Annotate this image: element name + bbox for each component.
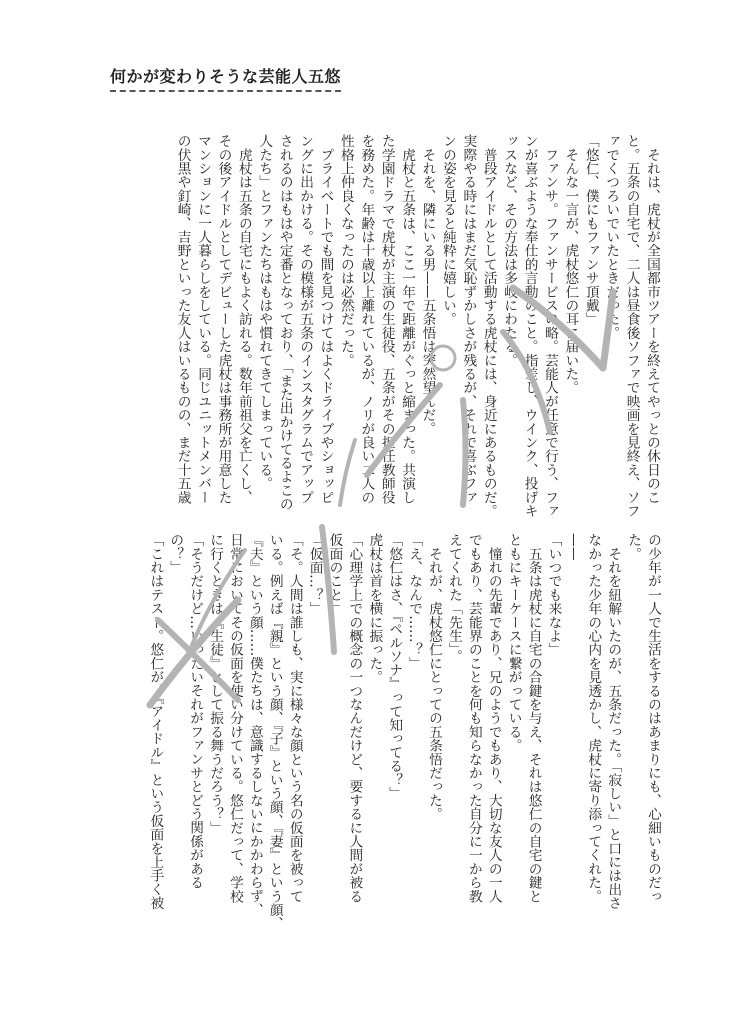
text-line: 日常においてその仮面を使い分けている。悠仁だって、学校 [226,533,243,903]
text-line: ファンサ。ファンサービスの略。芸能人が任意で行う、ファ [541,134,558,518]
text-line: と。五条の自宅で、二人は昼食後ソファで映画を見終え、ソフ [623,134,640,518]
text-line: マンションに一人暮らしをしている。同じユニットメンバー [195,134,212,504]
text-line: た。 [625,533,642,561]
text-line: を務めた。年齢は十歳以上離れているが、ノリが良い二人の [358,134,375,504]
text-line: えてくれた「先生」。 [445,533,462,664]
text-block-bottom [122,533,662,931]
text-line: に行くときは『生徒』として振る舞うだろう？」 [207,533,224,835]
text-line: ァでくつろいでいたときだった。 [603,134,620,340]
text-line: ングに出かける。その模様が五条のインスタグラムでアップ [297,134,314,504]
text-line: 性格上仲良くなったのは必然だった。 [337,134,354,367]
text-line: プライベートでも間を見つけてはよくドライブやショッピ [317,134,334,504]
text-line: ンの姿を見ると純粋に嬉しい。 [439,134,456,326]
text-line: それを紐解いたのが、五条だった。「寂しい」と口には出さ [605,533,622,910]
text-line: いる。例えば『親』という顔、『子』という顔、『妻』という顔、 [266,533,283,931]
text-line: 仮面のこと」 [326,533,343,616]
text-line: 普段アイドルとして活動する虎杖には、身近にあるものだ。 [480,134,497,518]
text-line: 五条は虎杖に自宅の合鍵を与え、それは悠仁の自宅の鍵と [525,533,542,903]
text-line: 「そ。人間は誰しも、実に様々な顔という名の仮面を被って [286,533,303,903]
text-line: されるのはもはや定番となっており、「また出かけてるよこの [276,134,293,511]
text-line: ッスなど、その方法は多岐にわたる。 [501,134,518,367]
page-title: 何かが変わりそうな芸能人五悠 [110,64,341,92]
text-line: 「そうだけど…いったいそれがファンサとどう関係がある [187,533,204,890]
text-line: 「心理学上での概念の一つなんだけど、要するに人間が被る [346,533,363,903]
text-line: それが、虎杖悠仁にとっての五条悟だった。 [426,533,443,821]
text-line: 憧れの先輩であり、兄のようでもあり、大切な友人の一人 [485,533,502,903]
text-line: 「いつでも来なよ」 [545,533,562,657]
text-line: そんな一言が、虎杖悠仁の耳に届いた。 [562,134,579,395]
text-line: 虎杖と五条は、ここ一年で距離がぐっと縮まった。共演し [399,134,416,504]
text-line: の？」 [167,533,184,575]
text-line: 「え、なんで……？」 [406,533,423,670]
text-line: 人たち」とファンたちはもはや慣れてきてしまっている。 [256,134,273,491]
text-line: それは、虎杖が全国都市ツアーを終えてやっとの休日のこ [644,134,660,504]
text-line: 虎杖は五条の自宅にもよく訪れる。数年前祖父を亡くし、 [235,134,252,504]
text-line: の少年が一人で生活をするのはあまりにも、心細いものだっ [645,533,661,903]
text-line: でもあり、芸能界のことを何も知らなかった自分に一から教 [465,533,482,903]
text-line: ともにキーケースに繋がっている。 [505,533,522,753]
text-line: —— [565,533,582,561]
text-line: その後アイドルとしてデビューした虎杖は事務所が用意した [215,134,232,504]
text-line: それを、隣にいる男——五条悟は突然望んだ。 [419,134,436,436]
text-line: 「悠仁、僕にもファンサ頂戴」 [582,134,599,326]
text-line: 「これはテスト。悠仁が、『アイドル』という仮面を上手く被 [147,533,164,910]
text-line: なかった少年の心内を見透かし、虎杖に寄り添ってくれた。 [585,533,602,903]
text-line: 『夫』という顔……僕たちは、意識するしないにかかわらず、 [246,533,263,917]
text-line: た学園ドラマで虎杖が主演の生徒役、五条がその担任教師役 [378,134,395,504]
text-line: 虎杖は首を横に振った。 [366,533,383,684]
text-line: の伏黒や釘崎、吉野といった友人はいるものの、まだ十五歳 [174,134,191,504]
text-block-top [122,134,662,518]
text-line: 実際やる時にはまだ気恥ずかしさが残るが、それで喜ぶファ [460,134,477,504]
text-line: 「仮面…？」 [306,533,323,616]
text-line: 「悠仁はさ、『ペルソナ』って知ってる？」 [386,533,403,801]
text-line: ンが喜ぶような奉仕的言動のこと。指差し、ウインク、投げキ [521,134,538,518]
